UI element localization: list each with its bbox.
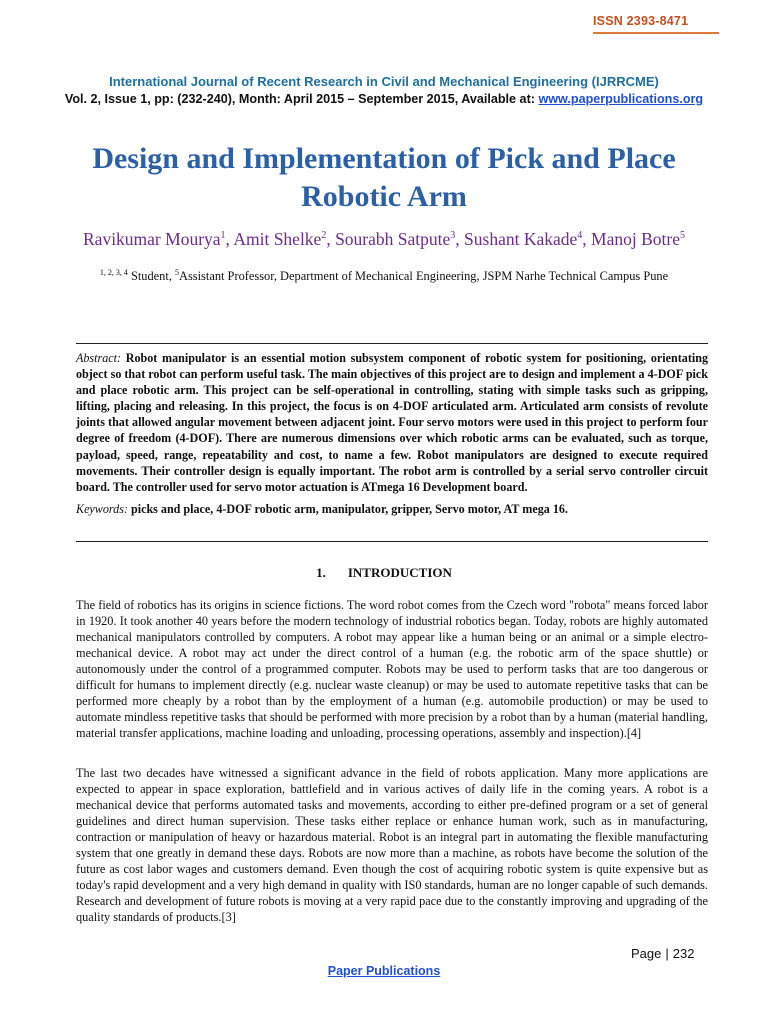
website-link[interactable]: www.paperpublications.org xyxy=(538,92,704,106)
affiliation xyxy=(0,268,768,284)
publisher-link[interactable]: Paper Publications xyxy=(327,964,441,978)
page-value: 232 xyxy=(672,946,695,961)
issn-number: ISSN 2393-8471 xyxy=(593,14,689,28)
volume-text: Vol. 2, Issue 1, pp: (232-240), Month: April 2015 – September 2015, Available at: xyxy=(64,92,539,106)
abstract-text: Robot manipulator is an essential motion subsystem component of robotic system for positioning, orientating object so that robot can perform useful task. The main objectives of this project are to design and implement a 4-DOF pick and place robotic arm. This project can be self-operational in controlling, stating with simple tasks such as gripping, lifting, placing and releasing. In this project, the focus is on 4-DOF articulated arm. Articulated arm consists of revolute joints that allowed angular movement between adjacent joint. Four servo motors were used in this project to perform four degree of freedom (4-DOF). There are numerous dimensions over which robotic arms can be evaluated, such as torque, payload, speed, range, repeatability and cost, to name a few. Robot manipulators are designed to execute required movements. Their controller design is equally important. The robot arm is controlled by a serial servo controller circuit board. The controller used for servo motor actuation is ATmega 16 Development board. xyxy=(76,351,708,494)
keywords xyxy=(76,501,708,517)
author-name: Ravikumar Mourya xyxy=(83,229,221,249)
page-number xyxy=(631,946,694,961)
section-title: INTRODUCTION xyxy=(347,565,452,580)
abstract-top-rule xyxy=(76,343,708,344)
keywords-text: picks and place, 4-DOF robotic arm, manipulator, gripper, Servo motor, AT mega 16. xyxy=(127,501,568,516)
author-name: Manoj Botre xyxy=(591,229,680,249)
author-name: Amit Shelke xyxy=(233,229,322,249)
title-line-1: Design and Implementation of Pick and Place xyxy=(92,142,676,175)
abstract-block xyxy=(76,350,708,517)
paragraph: The last two decades have witnessed a significant advance in the field of robots application. Many more applications are expected to appear in space exploration, battlefield and in various actives of daily life in the coming years. A robot is a mechanical device that performs automated tasks and movements, according to either pre-defined program or a set of general guidelines and direct human supervision. These tasks either replace or enhance human work, such as in manufacturing, contraction or manipulation of heavy or hazardous material. Robot is an integral part in automating the flexible manufacturing system that one greatly in demand these days. Robots are now more than a machine, as robots have become the solution of the future as cost labor wages and customers demand. Even though the cost of acquiring robotic system is quite expensive but as today's rapid development and a very high demand in quality with IS0 standards, human are no longer capable of such demands. Research and development of future robots is moving at a very rapid pace due to the constantly improving and upgrading of the quality standards of products.[3] xyxy=(76,766,708,924)
paragraph: The field of robotics has its origins in science fictions. The word robot comes from the Czech word "robota" means forced labor in 1920. It took another 40 years before the modern technology of industrial robotics began. Today, robots are highly automated mechanical manipulators controlled by computers. A robot may appear like a human being or an animal or a simple electro-mechanical device. A robot may act under the direct control of a human (e.g. the robotic arm of the space shuttle) or autonomously under the control of a programmed computer. Robots may be used to perform tasks that are too dangerous or difficult for humans to implement directly (e.g. nuclear waste cleanup) or may be used to automate repetitive tasks that can be performed more cheaply by a robot than by the employment of a human (e.g. automobile production) or may be used to automate mindless repetitive tasks that should be performed with more precision by a robot than by a human (material handling, material transfer applications, machine loading and unloading, processing operations, assembly and inspection).[4] xyxy=(76,598,708,740)
title-line-2: Robotic Arm xyxy=(301,180,467,213)
page-separator: | xyxy=(665,946,669,961)
affiliation-sup: 5 xyxy=(175,268,180,277)
author-sup: 2 xyxy=(321,230,327,242)
author-sup: 3 xyxy=(450,230,456,242)
affiliation-text: Assistant Professor, Department of Mechanical Engineering, JSPM Narhe Technical Campus Pune xyxy=(179,269,669,284)
author-list: Ravikumar Mourya$^1$, Amit Shelke$^2$, Sourabh Satpute$^3$, Sushant Kakade$^4$, Manoj Botre$^5$ xyxy=(83,229,685,249)
issn-block xyxy=(593,14,733,34)
section-heading xyxy=(0,565,768,581)
abstract xyxy=(76,350,708,495)
keywords-label: Keywords: xyxy=(76,501,128,516)
author-sup: 4 xyxy=(577,230,583,242)
journal-name: International Journal of Recent Research in Civil and Mechanical Engineering (IJRRCME) xyxy=(109,74,659,89)
abstract-label: Abstract: xyxy=(76,351,122,365)
paper-title xyxy=(40,140,728,216)
abstract-bottom-rule xyxy=(76,541,708,542)
page-label: Page xyxy=(631,946,662,961)
author-name: Sourabh Satpute xyxy=(335,229,451,249)
affiliation-text: Student, xyxy=(127,269,176,284)
section-number: 1. xyxy=(316,565,326,580)
issn-underline xyxy=(593,32,719,34)
author-sup: 5 xyxy=(679,230,685,242)
volume-info xyxy=(0,92,768,106)
author-sup: 1 xyxy=(220,230,226,242)
author-name: Sushant Kakade xyxy=(464,229,578,249)
affiliation-sup: 1, 2, 3, 4 xyxy=(99,268,128,277)
